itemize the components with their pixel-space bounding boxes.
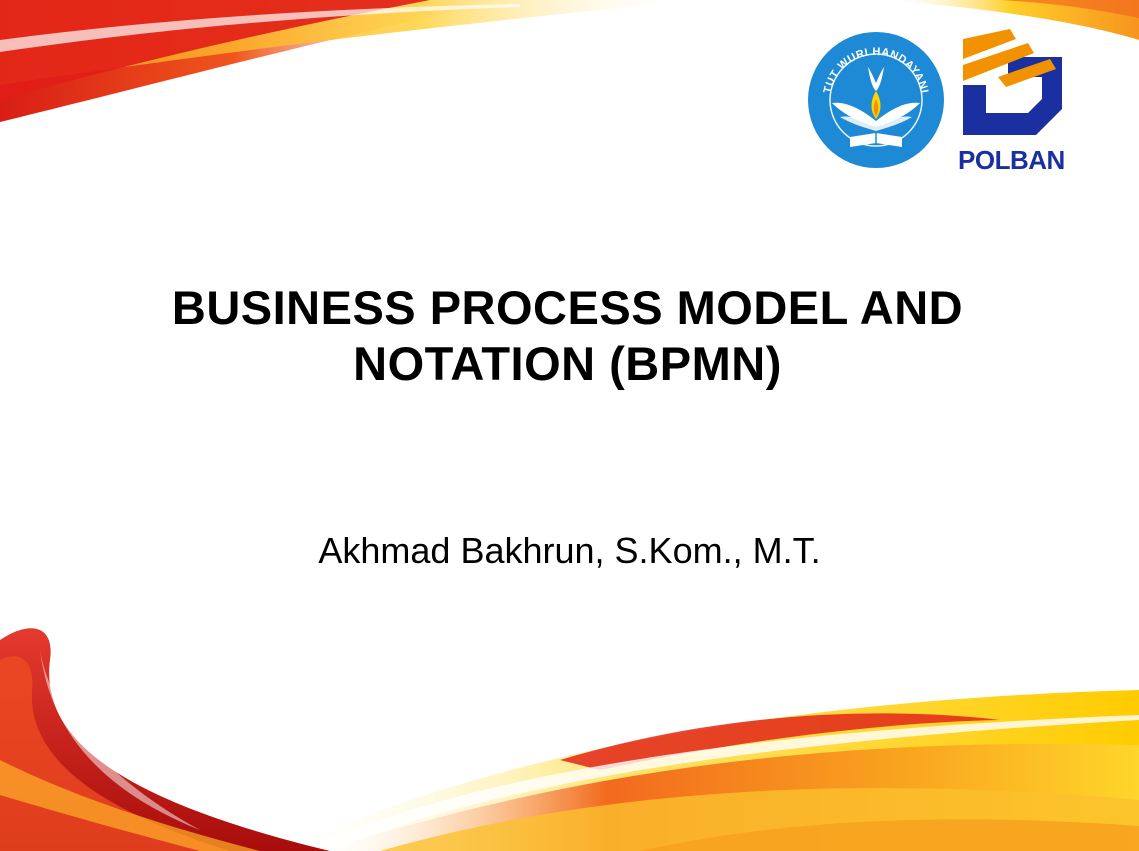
polban-logo	[958, 29, 1068, 175]
slide-title-line-1: BUSINESS PROCESS MODEL AND	[171, 281, 964, 334]
polban-emblem-icon	[958, 29, 1068, 143]
tut-wuri-emblem-icon	[806, 29, 946, 171]
slide-title	[60, 280, 1075, 392]
svg-text:TUT WURI HANDAYANI: TUT WURI HANDAYANI	[821, 45, 931, 95]
polban-label: POLBAN	[958, 145, 1065, 175]
slide-author: Akhmad Bakhrun, S.Kom., M.T.	[318, 530, 821, 571]
slide-title-line-2: NOTATION (BPMN)	[353, 337, 782, 390]
tut-wuri-handayani-logo	[806, 29, 946, 171]
